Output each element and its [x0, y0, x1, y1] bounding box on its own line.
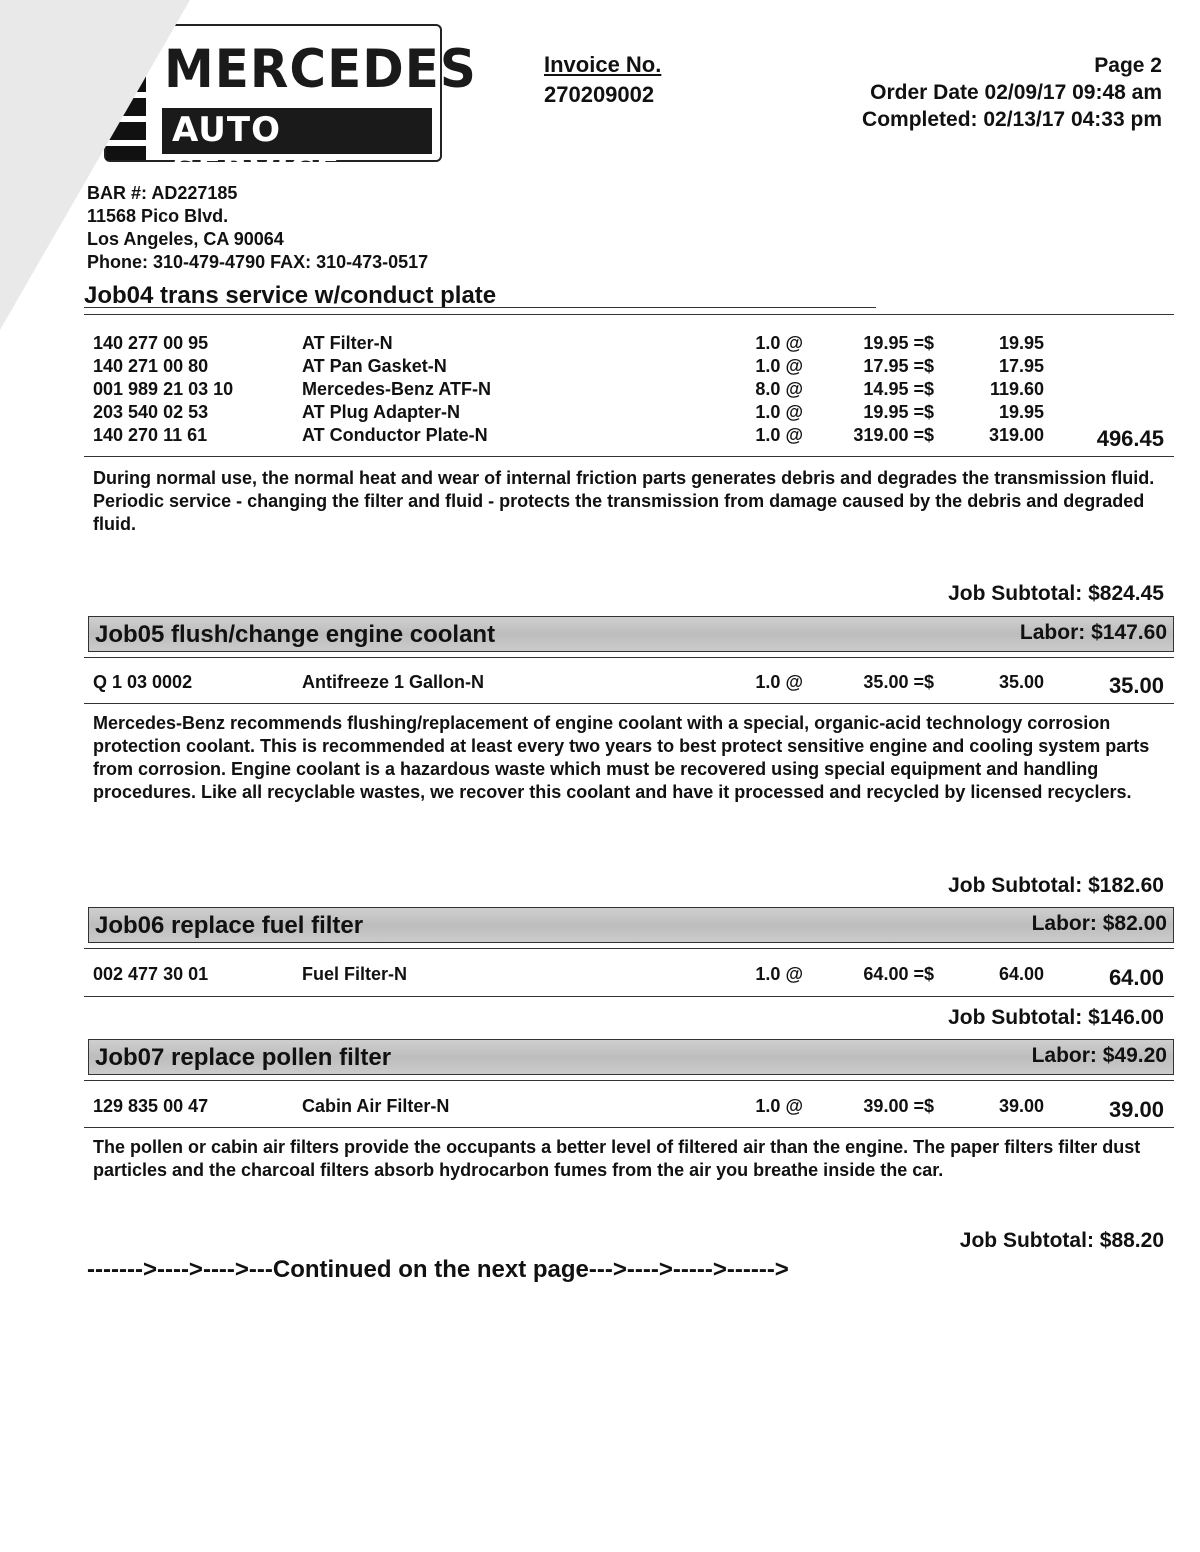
unit-price: 19.95 =$ — [863, 333, 934, 353]
table-row — [0, 402, 1200, 425]
extended-price: 17.95 — [998, 356, 1044, 376]
job07-subtotal: Job Subtotal: $88.20 — [959, 1229, 1164, 1252]
job07-bottom-rule — [84, 1127, 1174, 1128]
job07-description: The pollen or cabin air filters provide the occupants a better level of filtered air than the engine. The paper filters filter dust particles and the charcoal filters absorb hydrocarbon fumes from the air you breathe inside the car. — [93, 1137, 1141, 1180]
job05-top-rule — [84, 657, 1174, 658]
job04-title: Job04 trans service w/conduct plate — [84, 282, 497, 309]
part-description: AT Conductor Plate-N — [302, 425, 488, 445]
extended-price: 19.95 — [998, 333, 1044, 353]
extended-price: 64.00 — [998, 964, 1044, 984]
city-state-zip: Los Angeles, CA 90064 — [87, 229, 284, 249]
extended-price: 119.60 — [989, 379, 1044, 399]
job04-title-underline — [84, 307, 876, 308]
quantity: 1.0 @ — [755, 333, 803, 353]
table-row — [0, 356, 1200, 379]
table-row — [0, 425, 1200, 451]
continued-notice: ------->---->---->---Continued on the next page--->---->----->------> — [87, 1256, 789, 1283]
page-info — [862, 52, 1162, 133]
parts-total: 35.00 — [1108, 673, 1164, 698]
part-number: 140 271 00 80 — [93, 356, 209, 376]
part-number: 129 835 00 47 — [93, 1096, 209, 1116]
unit-price: 35.00 =$ — [863, 672, 934, 692]
part-description: AT Plug Adapter-N — [302, 402, 460, 422]
parts-total: 64.00 — [1108, 965, 1164, 990]
extended-price: 39.00 — [998, 1096, 1044, 1116]
job06-header-bar — [88, 907, 1174, 943]
unit-price: 17.95 =$ — [863, 356, 934, 376]
quantity: 8.0 @ — [755, 379, 803, 399]
part-description: AT Filter-N — [302, 333, 393, 353]
part-number: 002 477 30 01 — [93, 964, 209, 984]
job06-subtotal: Job Subtotal: $146.00 — [948, 1006, 1164, 1029]
table-row — [0, 333, 1200, 356]
job05-bottom-rule — [84, 703, 1174, 704]
invoice-number-block — [544, 52, 661, 108]
page-number: Page 2 — [1094, 54, 1162, 77]
part-number: 140 277 00 95 — [93, 333, 209, 353]
quantity: 1.0 @ — [755, 356, 803, 376]
unit-price: 319.00 =$ — [853, 425, 934, 445]
part-number: 140 270 11 61 — [93, 425, 208, 445]
table-row — [0, 1096, 1200, 1122]
job05-title: Job05 flush/change engine coolant — [95, 621, 496, 648]
table-row — [0, 964, 1200, 990]
quantity: 1.0 @ — [755, 425, 803, 445]
part-number: 203 540 02 53 — [93, 402, 209, 422]
unit-price: 64.00 =$ — [863, 964, 934, 984]
job04-bottom-rule — [84, 456, 1174, 457]
part-description: Mercedes-Benz ATF-N — [302, 379, 492, 399]
job04-top-rule — [84, 314, 1174, 315]
job05-subtotal: Job Subtotal: $182.60 — [948, 874, 1164, 897]
extended-price: 19.95 — [998, 402, 1044, 422]
shop-address — [87, 182, 428, 274]
table-row — [0, 672, 1200, 698]
job05-description: Mercedes-Benz recommends flushing/replacement of engine coolant with a special, organic-acid technology corrosion protection coolant. This is recommended at least every two years to best protect sensitive engine and cooling system parts from corrosion. Engine coolant is a hazardous waste which must be recovered using special equipment and handling procedures. Like all recyclable wastes, we recover this coolant and have it processed and recycled by licensed recyclers. — [93, 713, 1150, 802]
order-date: Order Date 02/09/17 09:48 am — [870, 81, 1162, 104]
page-fold-corner — [0, 0, 190, 330]
parts-total: 39.00 — [1108, 1097, 1164, 1122]
part-number: Q 1 03 0002 — [93, 672, 193, 692]
job06-labor: Labor: $82.00 — [1031, 912, 1167, 935]
job05-header-bar — [88, 616, 1174, 652]
job07-labor: Labor: $49.20 — [1031, 1044, 1167, 1067]
part-description: Cabin Air Filter-N — [302, 1096, 450, 1116]
phone-fax: Phone: 310-479-4790 FAX: 310-473-0517 — [87, 252, 429, 272]
quantity: 1.0 @ — [755, 1096, 803, 1116]
quantity: 1.0 @ — [755, 672, 803, 692]
invoice-label: Invoice No. — [544, 52, 662, 77]
unit-price: 14.95 =$ — [863, 379, 934, 399]
quantity: 1.0 @ — [755, 964, 803, 984]
job05-labor: Labor: $147.60 — [1019, 621, 1167, 644]
job06-title: Job06 replace fuel filter — [95, 912, 364, 939]
logo-text-auto-service: AUTO SERVICE — [172, 110, 341, 190]
invoice-number: 270209002 — [544, 82, 655, 107]
quantity: 1.0 @ — [755, 402, 803, 422]
bar-number: BAR #: AD227185 — [87, 183, 238, 203]
job07-top-rule — [84, 1080, 1174, 1081]
part-description: AT Pan Gasket-N — [302, 356, 447, 376]
job07-title: Job07 replace pollen filter — [95, 1044, 392, 1071]
completed-date: Completed: 02/13/17 04:33 pm — [862, 108, 1162, 131]
job04-subtotal: Job Subtotal: $824.45 — [948, 582, 1164, 605]
unit-price: 39.00 =$ — [863, 1096, 934, 1116]
part-description: Antifreeze 1 Gallon-N — [302, 672, 485, 692]
part-number: 001 989 21 03 10 — [93, 379, 234, 399]
parts-total: 496.45 — [1096, 426, 1164, 451]
unit-price: 19.95 =$ — [863, 402, 934, 422]
job04-description: During normal use, the normal heat and wear of internal friction parts generates debris and degrades the transmission fluid. Periodic service - changing the filter and fluid - protects the transmission from damage caused by the debris and degraded fluid. — [93, 468, 1155, 534]
street-address: 11568 Pico Blvd. — [87, 206, 229, 226]
job06-top-rule — [84, 948, 1174, 949]
part-description: Fuel Filter-N — [302, 964, 408, 984]
logo-text-mercedes: MERCEDES — [164, 38, 477, 100]
job07-header-bar — [88, 1039, 1174, 1075]
table-row — [0, 379, 1200, 402]
job06-bottom-rule — [84, 996, 1174, 997]
extended-price: 35.00 — [998, 672, 1044, 692]
extended-price: 319.00 — [988, 425, 1044, 445]
